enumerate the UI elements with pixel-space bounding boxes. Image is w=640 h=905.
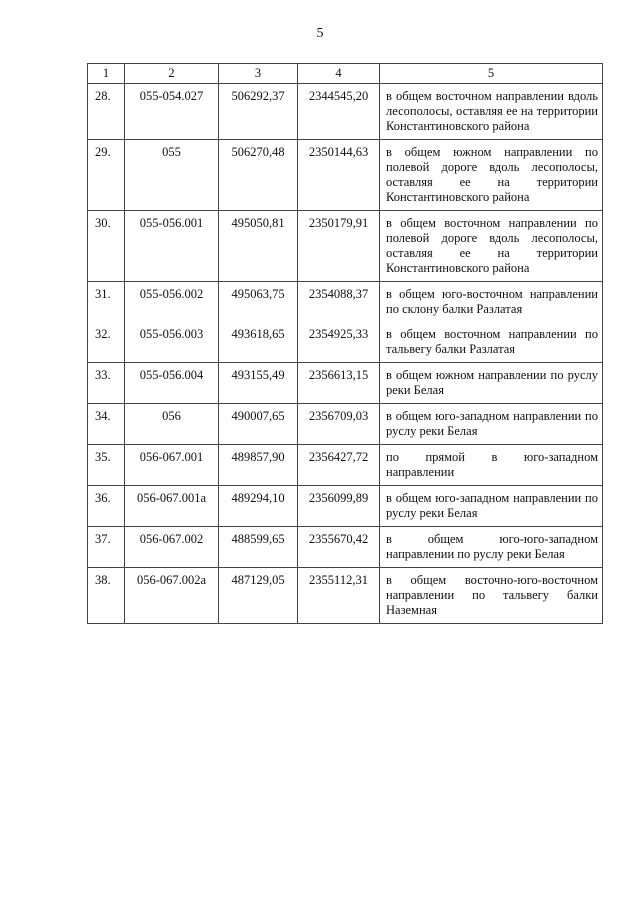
point-code: 055-056.002	[125, 282, 219, 323]
coordinate-x: 490007,65	[219, 404, 298, 445]
table-row	[88, 568, 603, 624]
coordinate-x: 493618,65	[219, 322, 298, 363]
point-code: 055-056.004	[125, 363, 219, 404]
point-code: 055	[125, 140, 219, 211]
boundary-description: в общем восточном направлении по полевой дороге вдоль лесополосы, оставляя ее на территории Константиновского района	[380, 211, 603, 282]
table-row	[88, 211, 603, 282]
header-col-5: 5	[380, 64, 603, 84]
point-code: 056-067.002	[125, 527, 219, 568]
row-number: 37.	[88, 527, 125, 568]
boundary-description: в общем юго-юго-западном направлении по руслу реки Белая	[380, 527, 603, 568]
coordinate-y: 2354088,37	[298, 282, 380, 323]
row-number: 30.	[88, 211, 125, 282]
row-number: 29.	[88, 140, 125, 211]
coordinate-x: 489857,90	[219, 445, 298, 486]
boundary-description: в общем восточном направлении по тальвегу балки Разлатая	[380, 322, 603, 363]
table-row	[88, 404, 603, 445]
table-row	[88, 486, 603, 527]
point-code: 056-067.001	[125, 445, 219, 486]
coordinate-y: 2355670,42	[298, 527, 380, 568]
row-number: 33.	[88, 363, 125, 404]
coordinate-x: 489294,10	[219, 486, 298, 527]
coordinate-y: 2355112,31	[298, 568, 380, 624]
coordinate-y: 2356427,72	[298, 445, 380, 486]
table-row	[88, 527, 603, 568]
header-col-3: 3	[219, 64, 298, 84]
coordinate-y: 2354925,33	[298, 322, 380, 363]
table-row	[88, 445, 603, 486]
row-number: 28.	[88, 84, 125, 140]
point-code: 055-056.003	[125, 322, 219, 363]
point-code: 056-067.002а	[125, 568, 219, 624]
header-col-1: 1	[88, 64, 125, 84]
boundary-description: в общем южном направлении по руслу реки Белая	[380, 363, 603, 404]
boundary-description: в общем юго-западном направлении по руслу реки Белая	[380, 404, 603, 445]
row-number: 34.	[88, 404, 125, 445]
header-col-2: 2	[125, 64, 219, 84]
table-row	[88, 84, 603, 140]
boundary-description: в общем восточно-юго-восточном направлении по тальвегу балки Наземная	[380, 568, 603, 624]
row-number: 36.	[88, 486, 125, 527]
coordinate-x: 495063,75	[219, 282, 298, 323]
page-number: 5	[316, 26, 324, 41]
coordinate-y: 2350144,63	[298, 140, 380, 211]
row-number: 35.	[88, 445, 125, 486]
boundary-description: в общем восточном направлении вдоль лесополосы, оставляя ее на территории Константиновского района	[380, 84, 603, 140]
point-code: 055-056.001	[125, 211, 219, 282]
point-code: 056	[125, 404, 219, 445]
coordinate-y: 2356099,89	[298, 486, 380, 527]
coordinate-y: 2350179,91	[298, 211, 380, 282]
coordinate-x: 488599,65	[219, 527, 298, 568]
boundary-description: в общем южном направлении по полевой дороге вдоль лесополосы, оставляя ее на территории Константиновского района	[380, 140, 603, 211]
table-header-row	[88, 64, 603, 84]
coordinate-y: 2344545,20	[298, 84, 380, 140]
coordinate-x: 506292,37	[219, 84, 298, 140]
row-number: 38.	[88, 568, 125, 624]
table-row	[88, 140, 603, 211]
table-row	[88, 282, 603, 323]
table-row	[88, 322, 603, 363]
coordinate-x: 493155,49	[219, 363, 298, 404]
boundary-description: в общем юго-восточном направлении по склону балки Разлатая	[380, 282, 603, 323]
coordinate-x: 506270,48	[219, 140, 298, 211]
coordinate-x: 495050,81	[219, 211, 298, 282]
header-col-4: 4	[298, 64, 380, 84]
row-number: 31.	[88, 282, 125, 323]
row-number: 32.	[88, 322, 125, 363]
boundary-description: в общем юго-западном направлении по руслу реки Белая	[380, 486, 603, 527]
boundary-description: по прямой в юго-западном направлении	[380, 445, 603, 486]
point-code: 056-067.001а	[125, 486, 219, 527]
coordinate-x: 487129,05	[219, 568, 298, 624]
point-code: 055-054.027	[125, 84, 219, 140]
boundary-table	[87, 63, 603, 624]
coordinate-y: 2356709,03	[298, 404, 380, 445]
table-row	[88, 363, 603, 404]
coordinate-y: 2356613,15	[298, 363, 380, 404]
